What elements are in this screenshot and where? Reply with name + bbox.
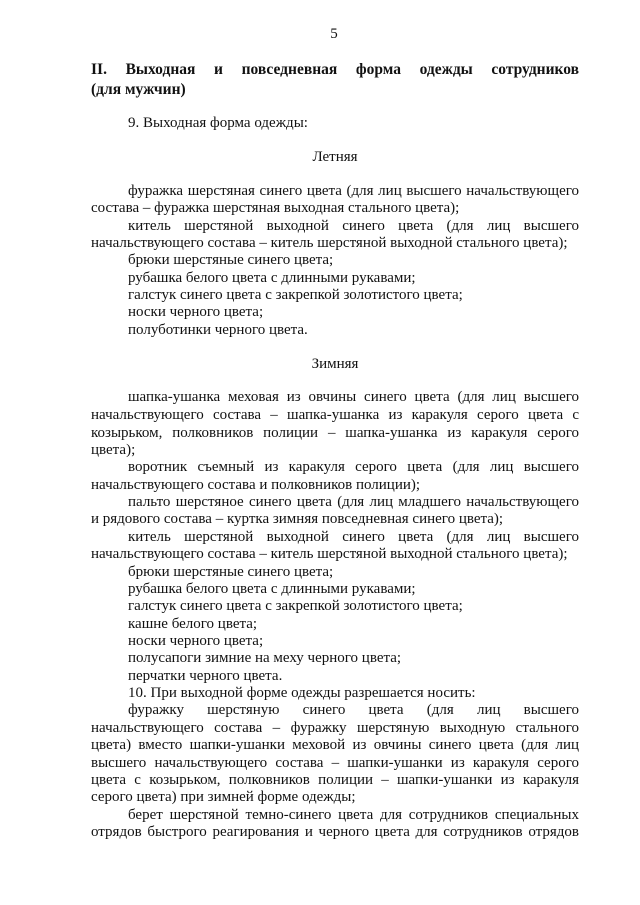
winter-line: пальто шерстяное синего цвета (для лиц младшего начальствующего (128, 494, 579, 510)
summer-line: начальствующего состава – китель шерстяной выходной стального цвета); (91, 235, 568, 251)
winter-line: шапка-ушанка меховая из овчины синего цвета (для лиц высшего (128, 389, 579, 405)
winter-title: Зимняя (311, 356, 359, 372)
summer-line: носки черного цвета; (128, 304, 264, 320)
winter-line: полусапоги зимние на меху черного цвета; (128, 650, 402, 666)
winter-line: начальствующего состава – шапка-ушанка из каракуля серого цвета с (91, 407, 579, 423)
winter-line: цвета); (91, 442, 136, 458)
winter-line: носки черного цвета; (128, 633, 264, 649)
page-number: 5 (330, 26, 338, 42)
item-10-line: начальствующего состава – фуражку шерстяную выходную стального (91, 720, 579, 736)
winter-line: начальствующего состава и полковников полиции); (91, 477, 421, 493)
winter-line: и рядового состава – куртка зимняя повседневная синего цвета); (91, 511, 504, 527)
winter-line: кашне белого цвета; (128, 616, 258, 632)
item-9-title: 9. Выходная форма одежды: (128, 115, 308, 131)
summer-line: брюки шерстяные синего цвета; (128, 252, 334, 268)
winter-line: галстук синего цвета с закрепкой золотистого цвета; (128, 598, 463, 614)
summer-line: галстук синего цвета с закрепкой золотистого цвета; (128, 287, 463, 303)
item-10-line: фуражку шерстяную синего цвета (для лиц высшего (128, 702, 579, 718)
summer-line: состава – фуражка шерстяная выходная стального цвета); (91, 200, 460, 216)
section-heading-line-1: II. Выходная и повседневная форма одежды сотрудников (91, 61, 579, 78)
section-heading (91, 60, 579, 100)
summer-line: фуражка шерстяная синего цвета (для лиц высшего начальствующего (128, 183, 579, 199)
item-10-line: цвета) вместо шапки-ушанки меховой из овчины синего цвета (для лиц (91, 737, 579, 753)
winter-line: перчатки черного цвета. (128, 668, 283, 684)
winter-line: воротник съемный из каракуля серого цвета (для лиц высшего (128, 459, 579, 475)
item-10-line: высшего начальствующего состава – шапки-ушанки из каракуля серого (91, 755, 579, 771)
summer-line: полуботинки черного цвета. (128, 322, 308, 338)
winter-line: китель шерстяной выходной синего цвета (для лиц высшего (128, 529, 579, 545)
item-10-line: берет шерстяной темно-синего цвета для сотрудников специальных (128, 807, 579, 823)
winter-line: брюки шерстяные синего цвета; (128, 564, 334, 580)
summer-title: Летняя (312, 149, 358, 165)
item-10-line: цвета с козырьком, полковников полиции – шапки-ушанки из каракуля (91, 772, 579, 788)
item-10-line: серого цвета) при зимней форме одежды; (91, 789, 356, 805)
section-heading-line-2: (для мужчин) (91, 81, 186, 98)
summer-line: китель шерстяной выходной синего цвета (для лиц высшего (128, 218, 579, 234)
summer-line: рубашка белого цвета с длинными рукавами; (128, 270, 416, 286)
item-10-line: отрядов быстрого реагирования и черного цвета для сотрудников отрядов (91, 824, 579, 840)
winter-line: козырьком, полковников полиции – шапка-ушанка из каракуля серого (91, 425, 579, 441)
item-10-line: 10. При выходной форме одежды разрешается носить: (128, 685, 476, 701)
winter-line: рубашка белого цвета с длинными рукавами; (128, 581, 416, 597)
winter-line: начальствующего состава – китель шерстяной выходной стального цвета); (91, 546, 568, 562)
